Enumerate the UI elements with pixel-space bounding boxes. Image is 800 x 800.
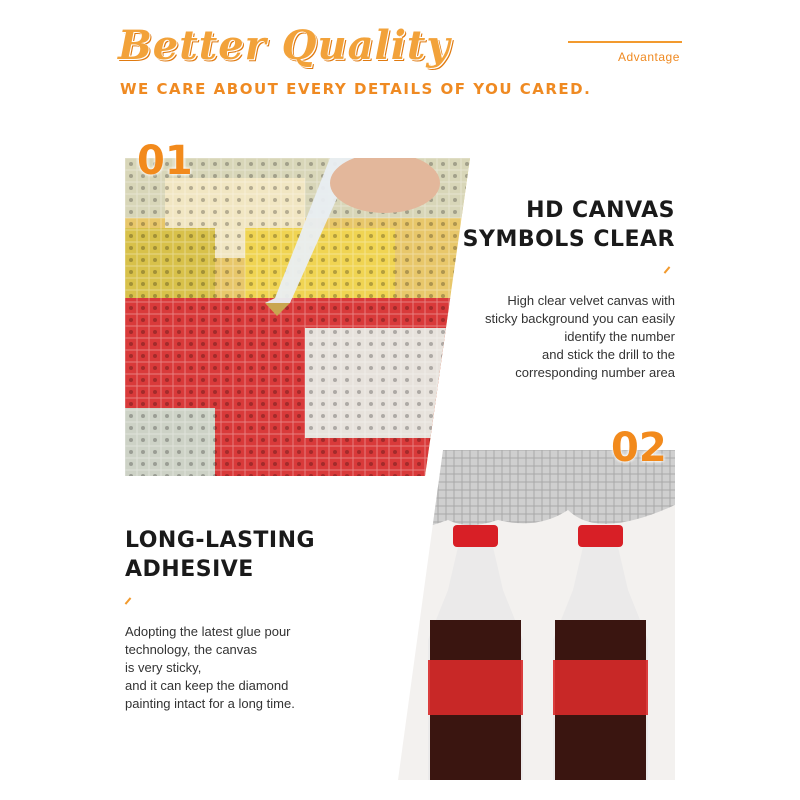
feature2-desc-line: painting intact for a long time. [125,696,295,711]
feature1-heading-line1: HD CANVAS [526,198,675,223]
feature2-desc-line: Adopting the latest glue pour [125,624,291,639]
feature2-desc-line: is very sticky, [125,660,202,675]
page-subtitle: WE CARE ABOUT EVERY DETAILS OF YOU CARED. [120,80,592,98]
feature1-heading [463,196,675,254]
feature1-desc-line: High clear velvet canvas with [507,293,675,308]
feature2-heading [125,526,315,584]
feature-number-01: 01 [137,138,193,184]
feature2-description [125,623,295,713]
feature2-desc-line: and it can keep the diamond [125,678,289,693]
feature1-desc-line: and stick the drill to the [542,347,675,362]
canvas-closeup-image [125,158,470,476]
advantage-divider [568,41,682,43]
page-title: Better Quality [118,22,451,69]
feature-number-02: 02 [611,425,667,471]
feature2-heading-line2: ADHESIVE [125,557,254,582]
adhesive-demo-image [398,450,675,780]
feature2-heading-line1: LONG-LASTING [125,528,316,553]
feature1-desc-line: identify the number [564,329,675,344]
feature1-desc-line: corresponding number area [515,365,675,380]
feature1-heading-line2: SYMBOLS CLEAR [462,227,675,252]
feature1-desc-line: sticky background you can easily [484,311,675,326]
feature2-desc-line: technology, the canvas [125,642,258,657]
feature2-accent-mark [125,597,132,604]
advantage-label: Advantage [618,50,680,64]
feature1-description [485,292,675,382]
feature1-accent-mark [664,266,671,273]
